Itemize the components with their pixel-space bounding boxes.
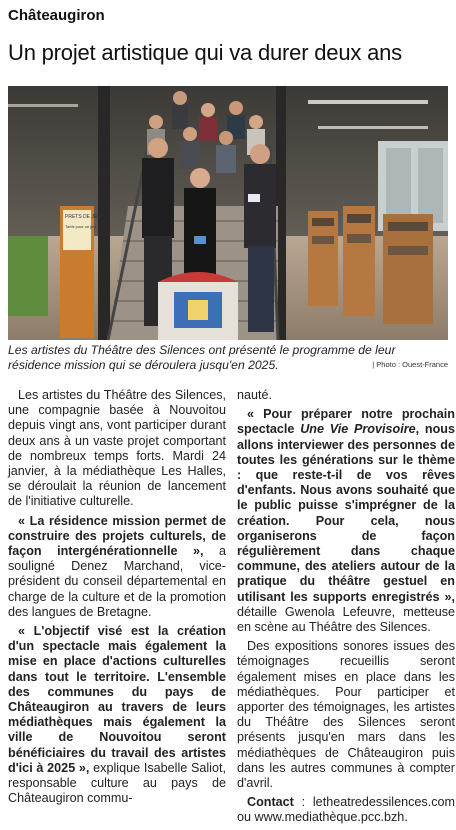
photo-caption: Les artistes du Théâtre des Silences ont présenté le programme de leur résidence mission qui se déroulera jusqu'en 2025. [8,343,396,372]
attribution: explique Isabelle Saliot, responsable culture au pays de Châteaugiron commu- [8,760,226,806]
contact-text: : letheatredessilences.com ou www.mediathèque.pcc.bzh. [237,795,455,825]
quote: « L'objectif visé est la création d'un spectacle mais également la mise en place d'actions culturelles dans tout le territoire. L'ensemble des communes du pays de Châteaugiron au travers de leurs médiathèques mais également la ville de Nouvoitou seront bénéficiaires du travail des artistes d'ici à 2025 », [8,624,226,775]
show-title: Une Vie Provisoire [300,422,416,437]
sign-text-2: Tarifs pour un jeu [65,224,96,229]
article-column-left [8,388,226,810]
paragraph [8,624,226,806]
paragraph [237,407,455,635]
article-headline: Un projet artistique qui va durer deux ans [8,40,402,65]
show-poster [158,272,238,340]
quote: , nous allons interviewer des personnes de toutes les générations sur le thème : que reste-t-il de vos rêves d'enfants. Nous avons souhaité que le public puisse s'imprégner de la création. Pour cela, nous organiserons de façon régulièrement dans chaque commune, des ateliers autour de la pratique du théâtre gestuel en utilisant les supports enregistrés », [237,422,455,604]
paragraph-continuation: nauté. [237,388,273,402]
attribution: détaille Gwenola Lefeuvre, metteuse en scène au Théâtre des Silences. [237,604,455,635]
paragraph: Des expositions sonores issues des témoignages recueillis seront également mises en place dans les médiathèques. Pour participer et apporter des témoignages, les artistes du Théâtre des Silences seront présents jusqu'en mars dans les médiathèques de Châteaugiron puis dans les autres communes à compter d'avril. [237,639,455,791]
group-photo-illustration [8,86,448,340]
attribution: a souligné Denez Marchand, vice-président du conseil départemental en charge de la culture et de la promotion des langues de Bretagne. [8,544,226,619]
paragraph: Les artistes du Théâtre des Silences, une compagnie basée à Nouvoitou depuis vingt ans, vont participer durant deux ans à un vaste projet comportant de nombreux temps forts. Mardi 24 janvier, à la médiathèque Les Halles, se déroulait la réunion de lancement de l'initiative culturelle. [8,388,226,509]
quote: « La résidence mission permet de construire des projets culturels, de façon intergénérationnelle », [8,513,226,559]
paragraph [8,514,226,620]
sign-text-1: PRETS DE JEUX [65,214,105,220]
article-photo [8,86,448,340]
location-kicker: Châteaugiron [8,7,105,24]
photo-credit: | Photo : Ouest-France [372,360,448,369]
quote: « Pour préparer notre prochain spectacle [237,407,455,437]
contact-label: Contact [247,795,294,810]
article-column-right [237,388,455,830]
contact-line [237,795,455,825]
